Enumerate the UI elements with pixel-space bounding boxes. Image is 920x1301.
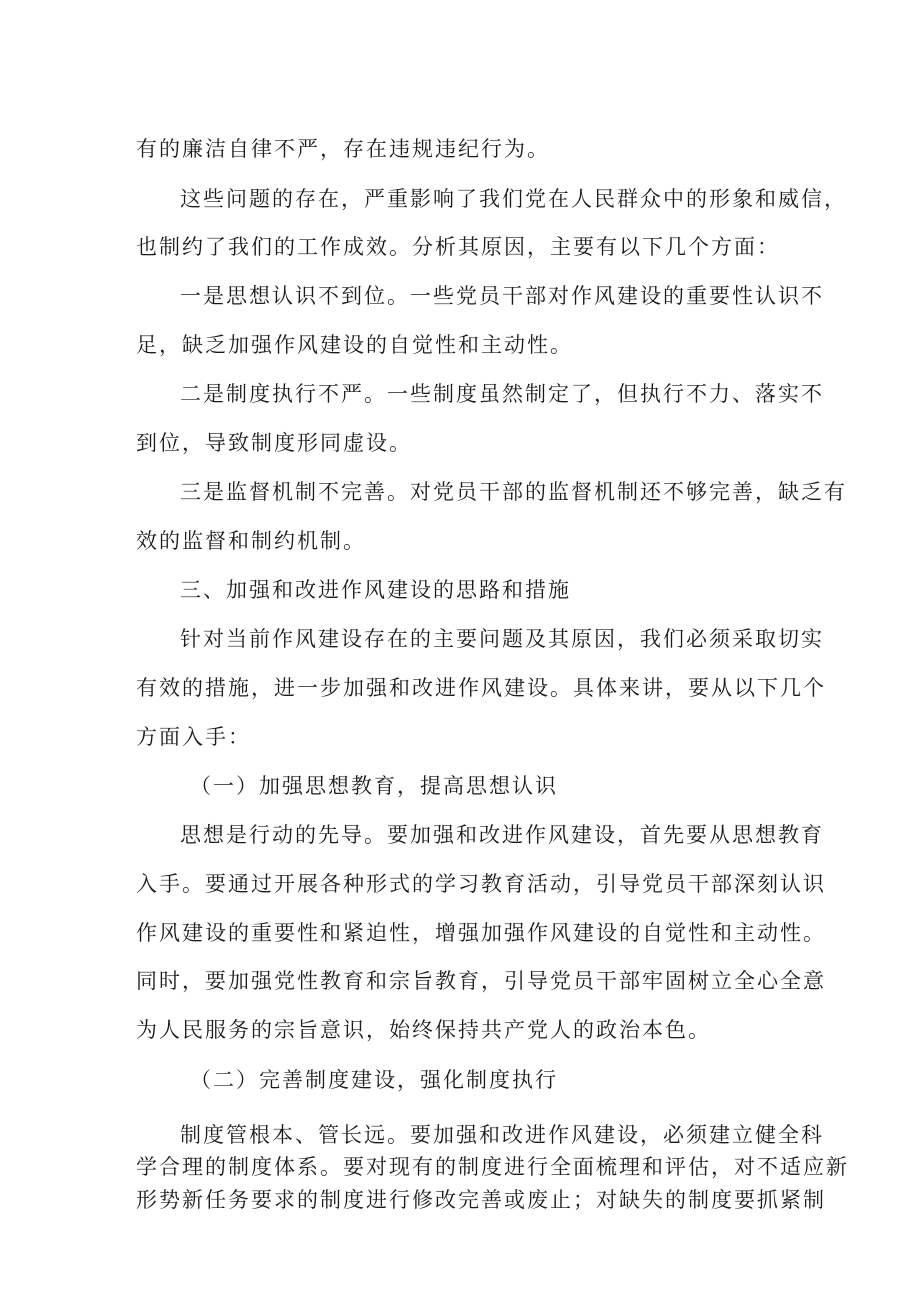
text-line-12: 有效的措施，进一步加强和改进作风建设。具体来讲，要从以下几个 <box>136 676 826 700</box>
text-line-22: 学合理的制度体系。要对现有的制度进行全面梳理和评估，对不适应新 <box>136 1155 849 1179</box>
section-heading-three: 三、加强和改进作风建设的思路和措施 <box>180 578 571 602</box>
text-line-5: 足，缺乏加强作风建设的自觉性和主动性。 <box>136 333 573 357</box>
text-line-13: 方面入手： <box>136 725 251 749</box>
paragraph-reason-two: 二是制度执行不严。一些制度虽然制定了，但执行不力、落实不 <box>180 382 824 406</box>
subheading-two: （二）完善制度建设，强化制度执行 <box>190 1068 558 1092</box>
text-line-7: 到位，导致制度形同虚设。 <box>136 431 412 455</box>
subheading-one: （一）加强思想教育，提高思想认识 <box>190 774 558 798</box>
text-line-9: 效的监督和制约机制。 <box>136 529 366 553</box>
paragraph-reason-three: 三是监督机制不完善。对党员干部的监督机制还不够完善，缺乏有 <box>180 480 847 504</box>
paragraph-reason-one: 一是思想认识不到位。一些党员干部对作风建设的重要性认识不 <box>180 284 824 308</box>
paragraph-thought-education: 思想是行动的先导。要加强和改进作风建设，首先要从思想教育 <box>180 823 824 847</box>
paragraph-problems-impact: 这些问题的存在，严重影响了我们党在人民群众中的形象和威信， <box>180 187 847 211</box>
text-line-19: 为人民服务的宗旨意识，始终保持共产党人的政治本色。 <box>136 1018 711 1042</box>
paragraph-measures-intro: 针对当前作风建设存在的主要问题及其原因，我们必须采取切实 <box>180 627 824 651</box>
text-line-16: 入手。要通过开展各种形式的学习教育活动，引导党员干部深刻认识 <box>136 872 826 896</box>
text-line-23: 形势新任务要求的制度进行修改完善或废止；对缺失的制度要抓紧制 <box>136 1188 826 1212</box>
text-line-17: 作风建设的重要性和紧迫性，增强加强作风建设的自觉性和主动性。 <box>136 921 826 945</box>
text-line-18: 同时，要加强党性教育和宗旨教育，引导党员干部牢固树立全心全意 <box>136 969 826 993</box>
paragraph-system-building: 制度管根本、管长远。要加强和改进作风建设，必须建立健全科 <box>180 1123 824 1147</box>
text-line-1: 有的廉洁自律不严，存在违规违纪行为。 <box>136 137 550 161</box>
text-line-3: 也制约了我们的工作成效。分析其原因，主要有以下几个方面： <box>136 235 780 259</box>
